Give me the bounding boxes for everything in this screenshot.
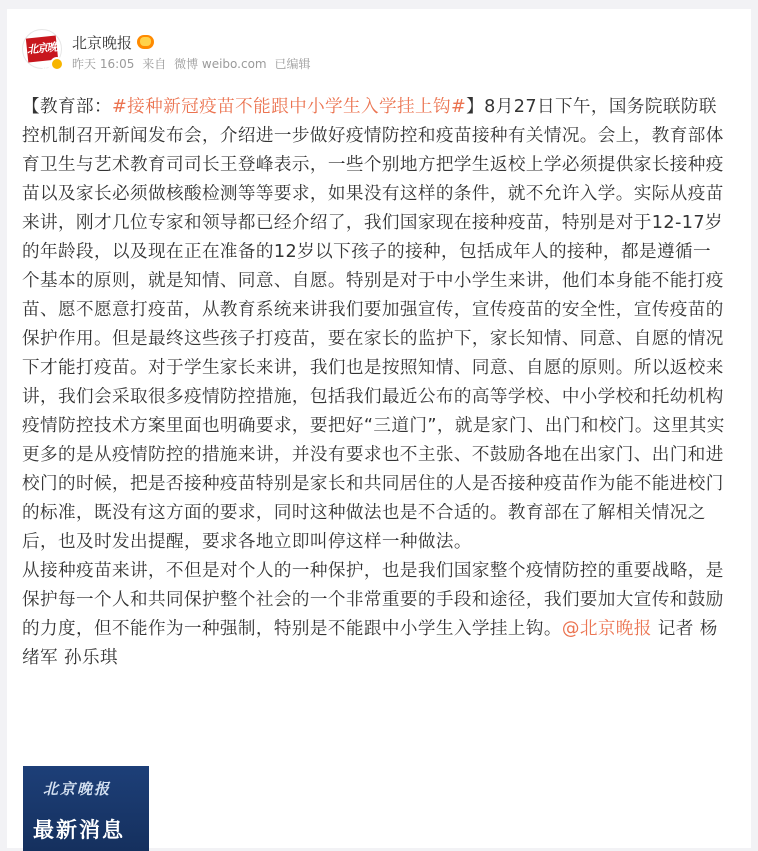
source-prefix: 来自 — [142, 57, 167, 71]
edited-label[interactable]: 已编辑 — [274, 57, 311, 71]
post-time[interactable]: 昨天 16:05 — [72, 57, 135, 71]
topic-suffix: 】 — [466, 97, 485, 117]
author-row — [72, 31, 154, 53]
topic-hashtag-link[interactable]: #接种新冠疫苗不能跟中小学生入学挂上钩# — [111, 97, 467, 117]
paragraph-2-text: 从接种疫苗来讲，不但是对个人的一种保护，也是我们国家整个疫情防控的重要战略，是保护每一个人和共同保护整个社会的一个非常重要的手段和途径，我们要加大宣传和鼓励的力度，但不能作为一种强制，特别是不能跟中小学生入学挂上钩。 — [22, 561, 724, 639]
mention-link[interactable]: @北京晚报 — [561, 619, 652, 639]
topic-prefix: 【教育部： — [22, 97, 112, 117]
vip-crown-icon[interactable] — [137, 35, 154, 49]
post-source[interactable]: 微博 weibo.com — [174, 57, 267, 71]
post-meta — [72, 55, 314, 72]
paragraph-1-text: 8月27日下午，国务院联防联控机制召开新闻发布会，介绍进一步做好疫情防控和疫苗接种有关情况。会上，教育部体育卫生与艺术教育司司长王登峰表示，一些个别地方把学生返校上学必须提供家长接种疫苗以及家长必须做核酸检测等等要求，如果没有这样的条件，就不允许入学。实际从疫苗来讲，刚才几位专家和领导都已经介绍了，我们国家现在接种疫苗，特别是对于12-17岁的年龄段，以及现在正在准备的12岁以下孩子的接种，包括成年人的接种，都是遵循一个基本的原则，就是知情、同意、自愿。特别是对于中小学生来讲，他们本身能不能打疫苗、愿不愿意打疫苗，从教育系统来讲我们要加强宣传，宣传疫苗的安全性，宣传疫苗的保护作用。但是最终这些孩子打疫苗，要在家长的监护下，家长知情、同意、自愿的情况下才能打疫苗。对于学生家长来讲，我们也是按照知情、同意、自愿的原则。所以返校来讲，我们会采取很多疫情防控措施，包括我们最近公布的高等学校、中小学校和托幼机构疫情防控技术方案里面也明确要求，要把好“三道门”，就是家门、出门和校门。这里其实更多的是从疫情防控的措施来讲，并没有要求也不主张、不鼓励各地在出家门、出门和进校门的时候，把是否接种疫苗特别是家长和共同居住的人是否接种疫苗作为能不能进校门的标准，既没有这方面的要求，同时这种做法也是不合适的。教育部在了解相关情况之后，也及时发出提醒，要求各地立即叫停这样一种做法。 — [22, 97, 725, 552]
post-image-thumbnail[interactable] — [23, 766, 149, 851]
paragraph-1 — [22, 93, 727, 557]
byline: 记者 杨绪军 孙乐琪 — [22, 619, 718, 668]
verified-badge-icon — [50, 57, 64, 71]
image-headline-text: 最新消息 — [33, 818, 125, 842]
post-header — [22, 29, 722, 79]
avatar-logo: 北京晚报 — [26, 35, 58, 62]
paragraph-2 — [22, 557, 727, 673]
author-name[interactable]: 北京晚报 — [72, 33, 133, 52]
image-brand-text: 北京晚报 — [43, 780, 112, 798]
post-body — [22, 93, 727, 673]
weibo-post-card — [7, 9, 751, 848]
